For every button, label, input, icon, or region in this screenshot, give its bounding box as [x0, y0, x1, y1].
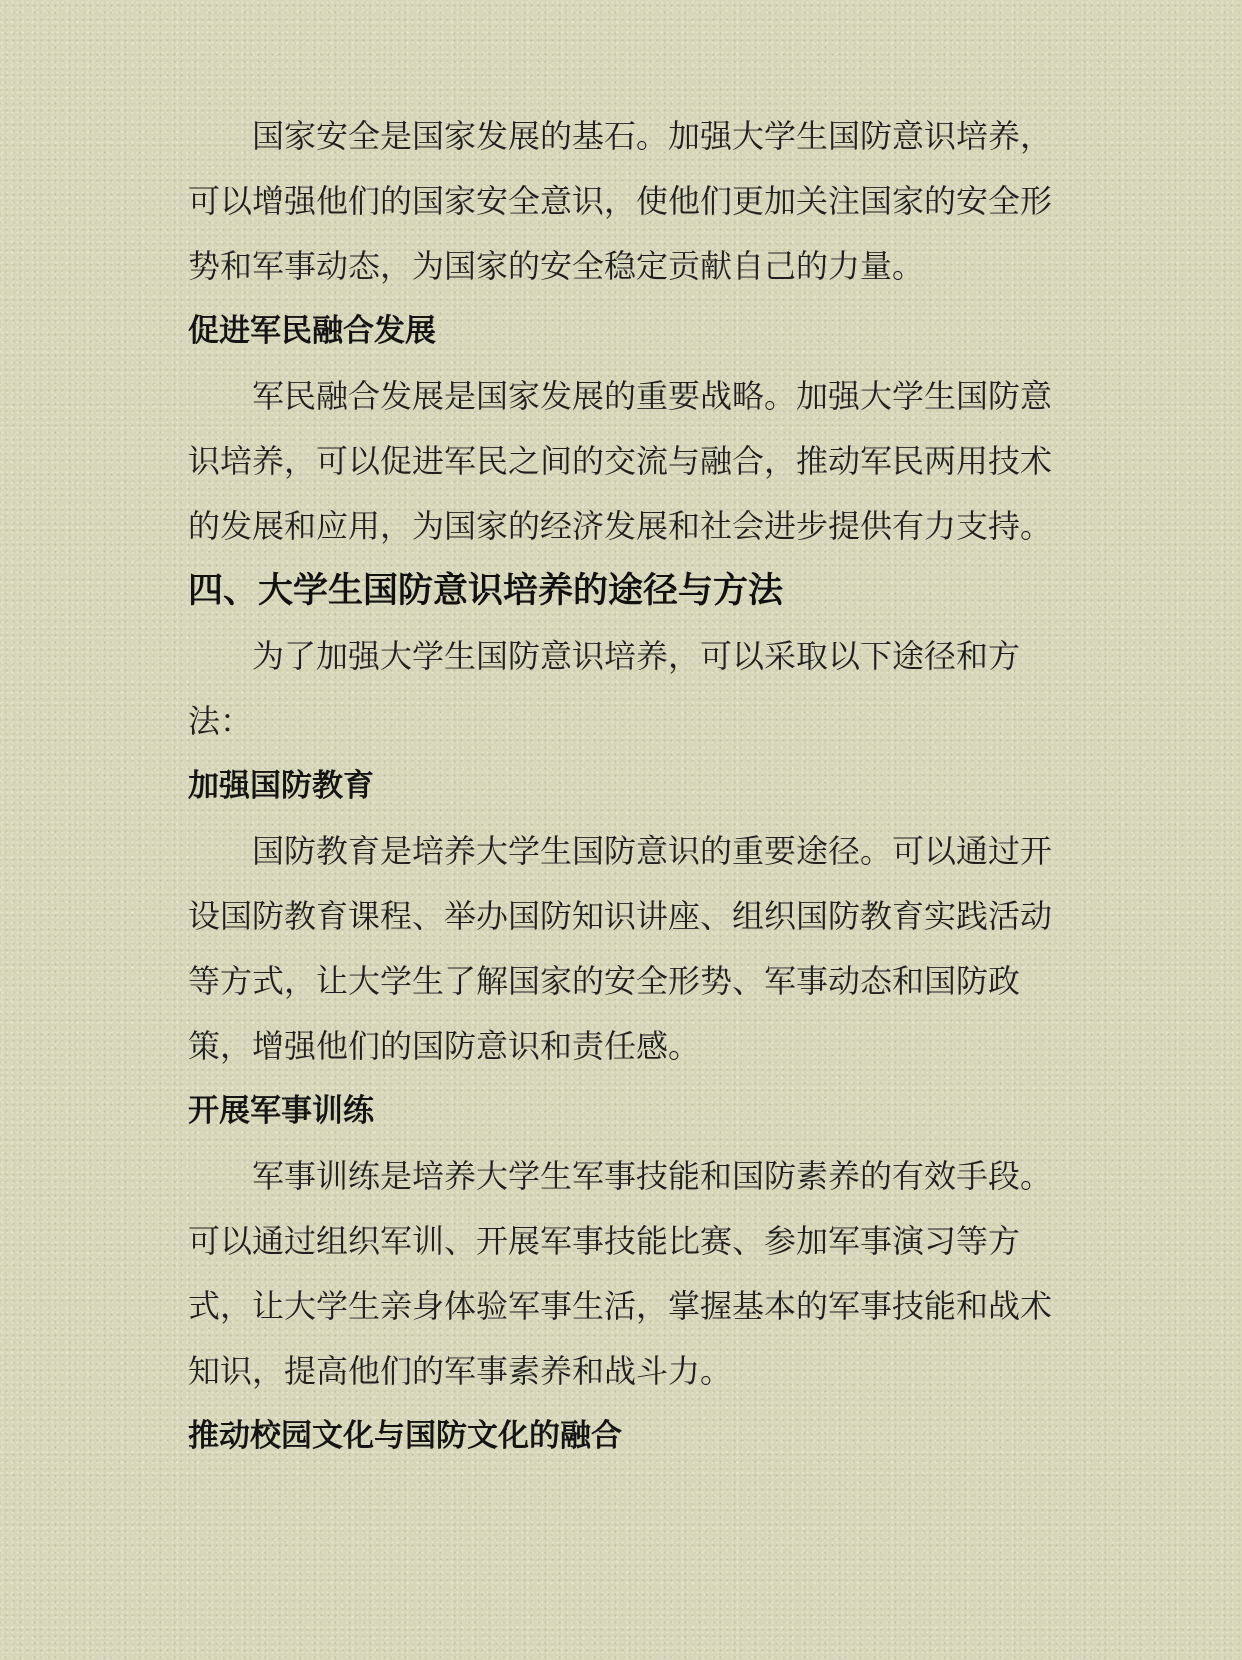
paragraph-approaches-intro: 为了加强大学生国防意识培养，可以采取以下途径和方法： — [188, 637, 1021, 740]
heading-military-training: 开展军事训练 — [188, 1093, 374, 1129]
heading-campus-defense-culture: 推动校园文化与国防文化的融合 — [188, 1418, 622, 1454]
heading-military-civilian-integration: 促进军民融合发展 — [188, 313, 436, 349]
heading-national-defense-education: 加强国防教育 — [188, 768, 374, 804]
paragraph-military-civilian-integration: 军民融合发展是国家发展的重要战略。加强大学生国防意识培养，可以促进军民之间的交流与融合，推动军民两用技术的发展和应用，为国家的经济发展和社会进步提供有力支持。 — [188, 377, 1053, 545]
paragraph-national-defense-education: 国防教育是培养大学生国防意识的重要途径。可以通过开设国防教育课程、举办国防知识讲座、组织国防教育实践活动等方式，让大学生了解国家的安全形势、军事动态和国防政策，增强他们的国防意识和责任感。 — [188, 832, 1053, 1065]
document-page — [188, 104, 1058, 1469]
section-heading-four: 四、大学生国防意识培养的途径与方法 — [188, 571, 784, 611]
paragraph-military-training: 军事训练是培养大学生军事技能和国防素养的有效手段。可以通过组织军训、开展军事技能比赛、参加军事演习等方式，让大学生亲身体验军事生活，掌握基本的军事技能和战术知识，提高他们的军事素养和战斗力。 — [188, 1157, 1053, 1390]
paragraph-national-security: 国家安全是国家发展的基石。加强大学生国防意识培养，可以增强他们的国家安全意识，使他们更加关注国家的安全形势和军事动态，为国家的安全稳定贡献自己的力量。 — [188, 117, 1053, 285]
